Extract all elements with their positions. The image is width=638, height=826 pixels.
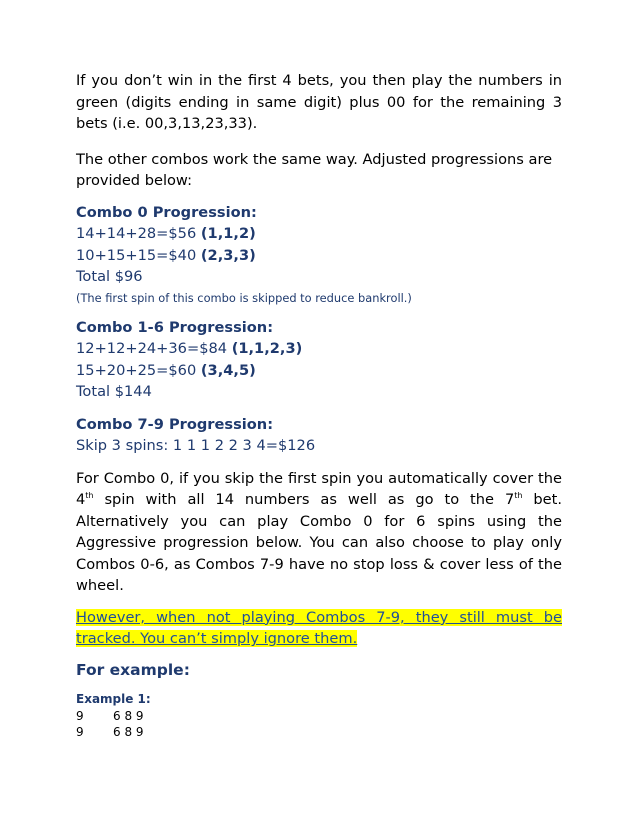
combo-7-9-heading: Combo 7-9 Progression: — [76, 415, 274, 433]
combo-7-9-line-1: Skip 3 spins: 1 1 1 2 2 3 4=$126 — [76, 437, 316, 455]
example-row-value-a: 9 — [76, 708, 84, 723]
combos-intro-paragraph — [76, 149, 562, 192]
example-row-value-a: 9 — [76, 725, 84, 740]
combos-intro-line-2: provided below: — [76, 172, 192, 189]
warning-line-1-text: However, when not playing Combos 7-9, they still must be — [76, 608, 562, 626]
intro-paragraph — [76, 70, 562, 135]
explanation-superscript-1: th — [85, 491, 94, 501]
example-1-section — [76, 691, 562, 741]
example-row — [76, 724, 562, 741]
combo-0-section — [76, 202, 562, 306]
combo-1-6-line-2-text: 15+20+25=$60 — [76, 361, 201, 379]
intro-line-1: If you don’t win in the first 4 bets, you then play the numbers in — [76, 72, 562, 89]
highlighted-warning — [76, 607, 562, 650]
combo-1-6-line-1-text: 12+12+24+36=$84 — [76, 340, 232, 358]
explanation-line-3: Alternatively you can play Combo 0 for 6 spins using the — [76, 512, 562, 530]
combo-0-line-1 — [76, 223, 562, 245]
combo-0-line-2-text: 10+15+15=$40 — [76, 246, 201, 264]
explanation-line-1: For Combo 0, if you skip the first spin you automatically cover the — [76, 469, 562, 487]
example-row — [76, 708, 562, 725]
combo-0-total: Total $96 — [76, 268, 143, 285]
example-row-value-b: 6 8 9 — [113, 708, 144, 723]
for-example-heading: For example: — [76, 660, 190, 679]
combo-0-note: (The first spin of this combo is skipped to reduce bankroll.) — [76, 290, 412, 305]
intro-line-3: bets (i.e. 00,3,13,23,33). — [76, 115, 258, 132]
combo-1-6-section — [76, 317, 562, 403]
explanation-line-2-a: 4 — [76, 491, 86, 509]
explanation-line-5: Combos 0-6, as Combos 7-9 have no stop loss & cover less of the — [76, 555, 562, 573]
example-1-heading: Example 1: — [76, 692, 151, 707]
intro-line-2: green (digits ending in same digit) plus 00 for the remaining 3 — [76, 93, 562, 111]
combo-1-6-line-2 — [76, 360, 562, 382]
warning-line-2-text: tracked. You can’t simply ignore them. — [76, 630, 358, 648]
combo-1-6-line-2-sequence: (3,4,5) — [200, 361, 256, 379]
document-page — [76, 70, 562, 741]
combos-intro-line-1: The other combos work the same way. Adjusted progressions are — [76, 150, 553, 168]
combo-0-line-2 — [76, 245, 562, 267]
example-row-value-b: 6 8 9 — [113, 725, 144, 740]
combo-7-9-section — [76, 414, 562, 457]
warning-line-2 — [76, 628, 562, 650]
combo-0-line-1-text: 14+14+28=$56 — [76, 225, 201, 242]
combo-1-6-heading: Combo 1-6 Progression: — [76, 318, 274, 336]
explanation-superscript-2: th — [514, 491, 523, 501]
combo-0-heading: Combo 0 Progression: — [76, 203, 257, 221]
explanation-line-2-b: spin with all 14 numbers as well as go to the 7 — [93, 491, 515, 509]
explanation-line-4: Aggressive progression below. You can also choose to play only — [76, 534, 562, 552]
explanation-line-2-c: bet. — [522, 491, 562, 509]
warning-line-1 — [76, 607, 562, 629]
combo-0-line-2-sequence: (2,3,3) — [200, 246, 256, 264]
combo-1-6-line-1-sequence: (1,1,2,3) — [231, 340, 303, 358]
combo-0-line-1-sequence: (1,1,2) — [200, 225, 256, 242]
combo-1-6-total: Total $144 — [76, 383, 152, 401]
explanation-line-2 — [76, 489, 562, 511]
explanation-line-6: wheel. — [76, 577, 124, 595]
combo-0-explanation — [76, 468, 562, 597]
combo-1-6-line-1 — [76, 338, 562, 360]
